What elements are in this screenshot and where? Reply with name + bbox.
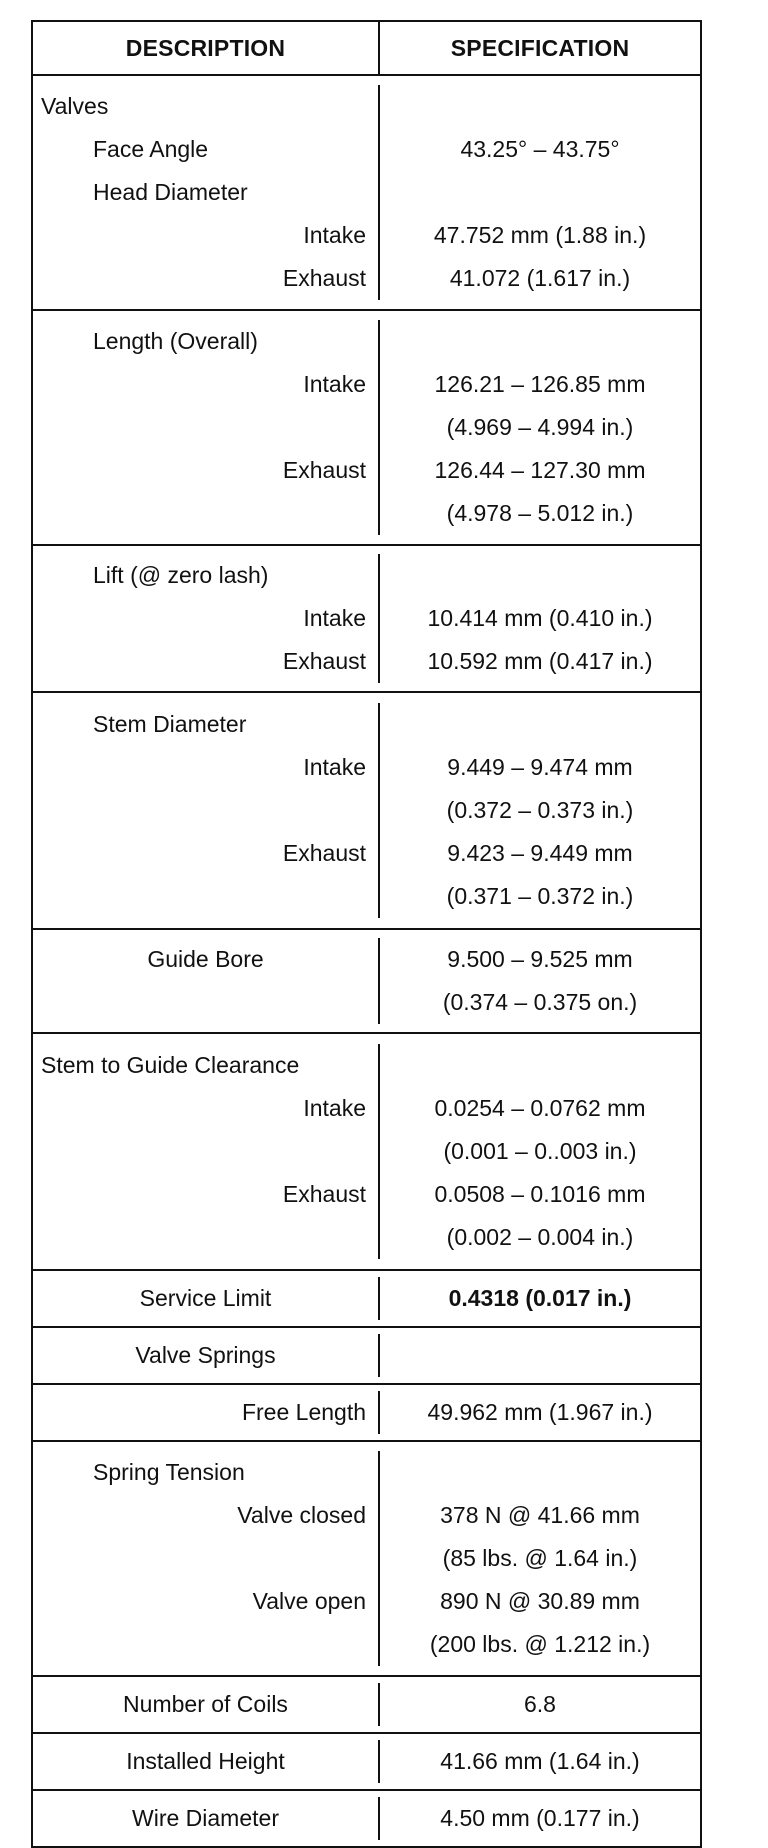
description-cell bbox=[33, 554, 380, 683]
specification-line: 41.66 mm (1.64 in.) bbox=[440, 1748, 640, 1774]
description-line: Valve closed bbox=[237, 1502, 366, 1528]
description-line bbox=[33, 492, 378, 535]
table-body bbox=[33, 76, 700, 1846]
description-line: Wire Diameter bbox=[132, 1805, 279, 1831]
description-line: Installed Height bbox=[126, 1748, 285, 1774]
description-line bbox=[33, 1623, 378, 1666]
description-line: Exhaust bbox=[282, 1181, 366, 1207]
specification-line: (0.371 – 0.372 in.) bbox=[446, 883, 634, 909]
description-line: Lift (@ zero lash) bbox=[93, 562, 269, 588]
specification-header: SPECIFICATION bbox=[450, 34, 630, 61]
table-row bbox=[33, 1791, 700, 1846]
specification-line bbox=[380, 1044, 700, 1087]
description-line: Valve open bbox=[252, 1588, 366, 1614]
specification-line: 47.752 mm (1.88 in.) bbox=[433, 222, 647, 248]
specification-line: (85 lbs. @ 1.64 in.) bbox=[442, 1545, 638, 1571]
specification-line bbox=[380, 703, 700, 746]
spec-table bbox=[31, 20, 702, 1848]
specification-line: (4.969 – 4.994 in.) bbox=[446, 414, 634, 440]
table-row bbox=[33, 1034, 700, 1271]
specification-line: 0.0508 – 0.1016 mm bbox=[434, 1181, 646, 1207]
specification-line bbox=[380, 554, 700, 597]
specification-line: (0.002 – 0.004 in.) bbox=[446, 1224, 634, 1250]
description-line: Exhaust bbox=[282, 840, 366, 866]
description-line: Exhaust bbox=[282, 648, 366, 674]
specification-line bbox=[380, 1334, 700, 1377]
specification-line: 4.50 mm (0.177 in.) bbox=[440, 1805, 640, 1831]
description-cell bbox=[33, 1797, 380, 1840]
description-header: DESCRIPTION bbox=[33, 22, 380, 74]
specification-line: 9.500 – 9.525 mm bbox=[447, 946, 633, 972]
description-cell bbox=[33, 1334, 380, 1377]
specification-cell bbox=[380, 703, 700, 918]
specification-cell bbox=[380, 554, 700, 683]
description-cell bbox=[33, 1740, 380, 1783]
description-cell bbox=[33, 85, 380, 300]
description-line: Intake bbox=[303, 1095, 366, 1121]
description-cell bbox=[33, 1683, 380, 1726]
description-line bbox=[33, 1216, 378, 1259]
description-line bbox=[33, 1130, 378, 1173]
description-line bbox=[33, 1537, 378, 1580]
description-line: Intake bbox=[303, 754, 366, 780]
table-row bbox=[33, 1677, 700, 1734]
description-line: Face Angle bbox=[93, 136, 209, 162]
specification-line: 41.072 (1.617 in.) bbox=[449, 265, 631, 291]
description-line: Valve Springs bbox=[135, 1342, 276, 1368]
description-line: Number of Coils bbox=[123, 1691, 288, 1717]
specification-cell bbox=[380, 1683, 700, 1726]
specification-cell bbox=[380, 85, 700, 300]
table-row bbox=[33, 311, 700, 546]
description-line: Spring Tension bbox=[93, 1459, 245, 1485]
description-line bbox=[33, 789, 378, 832]
specification-line: 10.414 mm (0.410 in.) bbox=[427, 605, 653, 631]
table-row bbox=[33, 1385, 700, 1442]
description-cell bbox=[33, 320, 380, 535]
description-line: Valves bbox=[41, 93, 109, 119]
description-line: Exhaust bbox=[282, 457, 366, 483]
specification-line: 378 N @ 41.66 mm bbox=[440, 1502, 640, 1528]
specification-line: (0.374 – 0.375 on.) bbox=[442, 989, 638, 1015]
description-line bbox=[33, 406, 378, 449]
table-row bbox=[33, 1734, 700, 1791]
specification-line: 9.449 – 9.474 mm bbox=[447, 754, 633, 780]
description-cell bbox=[33, 1391, 380, 1434]
description-line: Length (Overall) bbox=[93, 328, 258, 354]
specification-line: 10.592 mm (0.417 in.) bbox=[427, 648, 653, 674]
specification-cell bbox=[380, 938, 700, 1024]
table-row bbox=[33, 693, 700, 930]
specification-cell bbox=[380, 1451, 700, 1666]
table-row bbox=[33, 546, 700, 693]
specification-line: (200 lbs. @ 1.212 in.) bbox=[429, 1631, 651, 1657]
specification-line bbox=[380, 1451, 700, 1494]
specification-line: (0.372 – 0.373 in.) bbox=[446, 797, 634, 823]
description-line: Stem Diameter bbox=[93, 711, 247, 737]
description-line bbox=[33, 875, 378, 918]
specification-line bbox=[380, 85, 700, 128]
table-row bbox=[33, 1271, 700, 1328]
description-line: Guide Bore bbox=[147, 946, 264, 972]
specification-line: 43.25° – 43.75° bbox=[460, 136, 620, 162]
description-line: Intake bbox=[303, 605, 366, 631]
table-row bbox=[33, 930, 700, 1034]
specification-line: 126.21 – 126.85 mm bbox=[434, 371, 646, 397]
table-row bbox=[33, 1328, 700, 1385]
table-header bbox=[33, 22, 700, 76]
specification-line: 9.423 – 9.449 mm bbox=[447, 840, 633, 866]
specification-line: 49.962 mm (1.967 in.) bbox=[427, 1399, 653, 1425]
specification-line: (4.978 – 5.012 in.) bbox=[446, 500, 634, 526]
table-row bbox=[33, 76, 700, 311]
description-cell bbox=[33, 1451, 380, 1666]
specification-cell bbox=[380, 1391, 700, 1434]
specification-cell bbox=[380, 320, 700, 535]
description-line: Service Limit bbox=[139, 1285, 272, 1311]
table-row bbox=[33, 1442, 700, 1677]
specification-cell bbox=[380, 1797, 700, 1840]
specification-cell bbox=[380, 1044, 700, 1259]
description-cell bbox=[33, 1044, 380, 1259]
specification-line bbox=[380, 320, 700, 363]
description-cell bbox=[33, 703, 380, 918]
specification-line: 0.0254 – 0.0762 mm bbox=[434, 1095, 646, 1121]
description-line: Stem to Guide Clearance bbox=[41, 1052, 300, 1078]
specification-cell bbox=[380, 1277, 700, 1320]
description-line: Intake bbox=[303, 222, 366, 248]
description-line: Exhaust bbox=[282, 265, 366, 291]
specification-line: (0.001 – 0..003 in.) bbox=[443, 1138, 637, 1164]
description-line: Intake bbox=[303, 371, 366, 397]
specification-cell bbox=[380, 1334, 700, 1377]
specification-line bbox=[380, 171, 700, 214]
description-cell bbox=[33, 938, 380, 1024]
description-line bbox=[33, 981, 378, 1024]
description-line: Head Diameter bbox=[93, 179, 248, 205]
specification-line: 0.4318 (0.017 in.) bbox=[448, 1285, 632, 1311]
specification-line: 890 N @ 30.89 mm bbox=[440, 1588, 640, 1614]
specification-line: 126.44 – 127.30 mm bbox=[434, 457, 646, 483]
specification-line: 6.8 bbox=[524, 1691, 556, 1717]
specification-cell bbox=[380, 1740, 700, 1783]
description-line: Free Length bbox=[241, 1399, 366, 1425]
description-cell bbox=[33, 1277, 380, 1320]
